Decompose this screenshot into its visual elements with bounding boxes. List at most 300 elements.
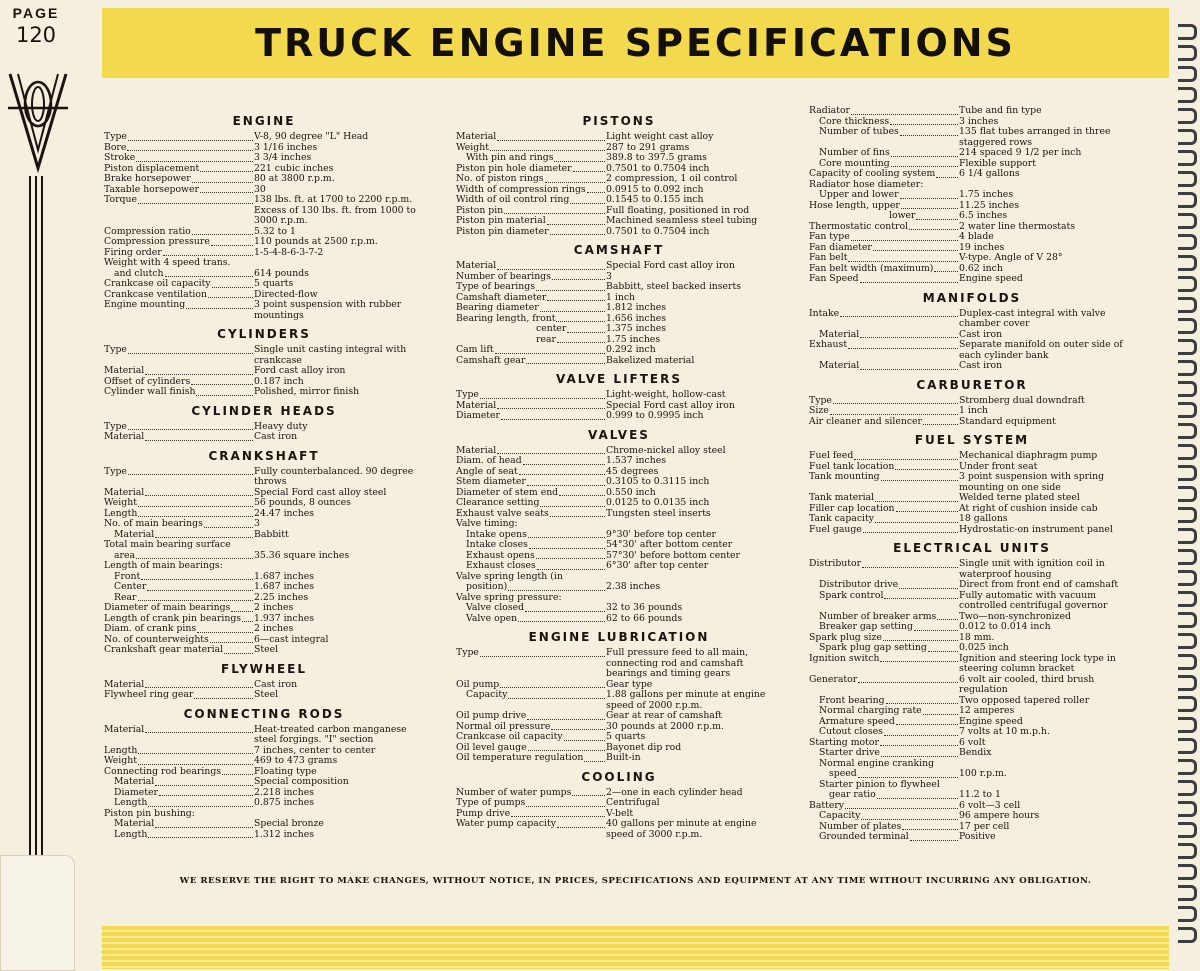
spec-label: Fuel feed xyxy=(809,450,854,461)
spec-section xyxy=(104,327,424,398)
spec-row xyxy=(104,624,424,635)
spec-label: Diameter of main bearings xyxy=(104,602,231,613)
dot-leader xyxy=(155,537,253,538)
spec-label: Tank mounting xyxy=(809,471,880,482)
spec-value: Full pressure feed to all main, connecting rod and camshaft bearings and timing gears xyxy=(606,647,749,679)
spec-value: 3 point suspension with rubber mountings xyxy=(254,299,402,321)
spec-value: Centrifugal xyxy=(606,797,660,808)
spec-label: Valve closed xyxy=(466,602,525,613)
spec-label: Diameter of stem end xyxy=(456,486,559,498)
spec-row xyxy=(809,127,1135,148)
dot-leader xyxy=(508,698,605,699)
binding-loop xyxy=(1178,780,1197,796)
spec-label: Offset of cylinders xyxy=(104,375,191,387)
dot-leader xyxy=(136,161,253,162)
dot-leader xyxy=(934,271,958,272)
dot-leader xyxy=(910,840,958,841)
dot-leader xyxy=(936,177,958,178)
spec-value: Heavy duty xyxy=(254,420,308,432)
section-heading: VALVES xyxy=(588,427,650,442)
spec-label: Camshaft gear xyxy=(456,354,526,366)
dot-leader xyxy=(858,682,958,683)
spec-label: Cutout closes xyxy=(819,726,883,737)
spec-row xyxy=(809,706,1135,717)
dot-leader xyxy=(127,150,253,151)
spec-section xyxy=(104,662,424,701)
dot-leader xyxy=(148,837,253,838)
spec-row xyxy=(809,514,1135,525)
title-banner xyxy=(102,8,1169,78)
spec-row xyxy=(456,216,782,227)
dot-leader xyxy=(159,795,253,796)
spec-row xyxy=(104,725,424,746)
binding-loop xyxy=(1178,192,1197,208)
spec-label: Length xyxy=(114,828,148,840)
spec-label: area xyxy=(114,549,136,561)
spec-label: With pin and rings xyxy=(466,152,554,163)
dot-leader xyxy=(497,408,605,409)
spec-value: 614 pounds xyxy=(254,267,309,279)
spec-label: Cam lift xyxy=(456,344,494,355)
spec-value: 11.2 to 1 xyxy=(959,789,1001,800)
dot-leader xyxy=(527,485,605,486)
dot-leader xyxy=(830,414,958,415)
dot-leader xyxy=(861,819,958,820)
spec-row xyxy=(104,132,424,143)
spec-value: 2 compression, 1 oil control xyxy=(606,173,738,184)
spec-row xyxy=(104,153,424,164)
spec-label: lower xyxy=(889,210,916,221)
spec-row xyxy=(809,727,1135,738)
spec-value: Light-weight, hollow-cast xyxy=(606,389,726,400)
spec-label: Normal oil pressure xyxy=(456,720,551,732)
spec-row xyxy=(104,258,424,269)
binding-loop xyxy=(1178,129,1197,145)
spec-row xyxy=(456,227,782,238)
spec-label: Type xyxy=(456,389,479,400)
spec-row xyxy=(104,279,424,290)
spec-row xyxy=(456,174,782,185)
spec-row xyxy=(104,498,424,509)
dot-leader xyxy=(540,506,605,507)
dot-leader xyxy=(511,816,605,817)
dot-leader xyxy=(860,337,958,338)
spec-value: 2 inches xyxy=(254,602,294,613)
dot-leader xyxy=(902,829,958,830)
spec-value: 0.3105 to 0.3115 inch xyxy=(606,476,710,487)
dot-leader xyxy=(200,192,253,193)
spec-label: Width of compression rings xyxy=(456,183,586,195)
spec-row xyxy=(456,390,782,401)
spec-row xyxy=(809,525,1135,536)
spec-value: 138 lbs. ft. at 1700 to 2200 r.p.m. Excess of 130 lbs. ft. from 1000 to 3000 r.p.m. xyxy=(254,194,416,226)
dot-leader xyxy=(208,297,253,298)
spec-label: Diameter xyxy=(114,786,158,798)
spec-label: Clearance setting xyxy=(456,497,540,508)
binding-loop xyxy=(1178,843,1197,859)
binding-loop xyxy=(1178,570,1197,586)
dot-leader xyxy=(567,332,605,333)
spec-label: Material xyxy=(456,131,497,142)
spec-value: 1.937 inches xyxy=(254,612,314,624)
spec-row xyxy=(809,406,1135,417)
spec-row xyxy=(456,345,782,356)
spec-row xyxy=(456,153,782,164)
spec-label: Radiator hose diameter: xyxy=(809,178,924,190)
spec-value: Bendix xyxy=(959,747,992,758)
binding-loop xyxy=(1178,108,1197,124)
dot-leader xyxy=(884,735,958,736)
spec-row xyxy=(809,417,1135,428)
dot-leader xyxy=(880,661,958,662)
bottom-banner xyxy=(102,926,1169,969)
spec-value: Floating type xyxy=(254,765,317,777)
dot-leader xyxy=(923,424,958,425)
spec-label: Intake xyxy=(809,307,840,319)
spec-label: Material xyxy=(819,328,860,340)
dot-leader xyxy=(833,403,958,404)
spec-row xyxy=(809,559,1135,580)
dot-leader xyxy=(519,474,605,475)
dot-leader xyxy=(141,579,253,580)
spec-row xyxy=(809,643,1135,654)
spec-value: 0.0125 to 0.0135 inch xyxy=(606,497,710,508)
spec-label: Fan belt width (maximum) xyxy=(809,262,934,274)
spec-row xyxy=(104,467,424,488)
spec-row xyxy=(456,477,782,488)
binding-loop xyxy=(1178,822,1197,838)
spec-row xyxy=(809,169,1135,180)
section-heading: CARBURETOR xyxy=(916,377,1028,392)
spec-row xyxy=(104,819,424,830)
spec-label: Fan Speed xyxy=(809,273,859,284)
spec-label: Fuel gauge xyxy=(809,523,862,535)
dot-leader xyxy=(138,753,253,754)
spec-value: 3 xyxy=(606,270,612,282)
spec-value: 2.218 inches xyxy=(254,786,314,798)
binding-loop xyxy=(1178,885,1197,901)
spec-value: Full floating, positioned in rod xyxy=(606,204,750,216)
spec-row xyxy=(104,603,424,614)
spec-row xyxy=(104,387,424,398)
dot-leader xyxy=(848,348,958,349)
spec-value: 62 to 66 pounds xyxy=(606,612,683,624)
dot-leader xyxy=(550,234,605,235)
spec-section xyxy=(104,404,424,443)
dot-leader xyxy=(564,740,605,741)
dot-leader xyxy=(523,464,605,465)
dot-leader xyxy=(145,732,253,733)
spec-label: Flywheel ring gear xyxy=(104,689,194,700)
dot-leader xyxy=(559,495,605,496)
spec-label: Number of plates xyxy=(819,820,902,832)
spec-value: Duplex-cast integral with valve chamber cover xyxy=(959,307,1106,329)
dot-leader xyxy=(504,213,605,214)
dot-leader xyxy=(528,750,605,751)
spec-row xyxy=(809,253,1135,264)
spec-label: Crankcase oil capacity xyxy=(456,731,563,742)
spec-value: 0.025 inch xyxy=(959,642,1009,653)
spec-label: Oil temperature regulation xyxy=(456,752,584,763)
dot-leader xyxy=(480,656,605,657)
spec-row xyxy=(809,622,1135,633)
spec-row xyxy=(456,261,782,272)
spec-value: 0.550 inch xyxy=(606,486,656,498)
spec-label: center xyxy=(536,323,567,334)
spec-value: 0.999 to 0.9995 inch xyxy=(606,410,704,421)
spec-value: Polished, mirror finish xyxy=(254,386,360,397)
spec-value: 0.62 inch xyxy=(959,262,1003,274)
dot-leader xyxy=(845,808,958,809)
dot-leader xyxy=(848,261,958,262)
dot-leader xyxy=(192,182,253,183)
spec-label: Filler cap location xyxy=(809,502,895,514)
spec-label: Core mounting xyxy=(819,157,890,169)
spec-value: Two—non-synchronized xyxy=(959,610,1071,622)
spec-row xyxy=(456,282,782,293)
dot-leader xyxy=(557,827,605,828)
spec-label: Air cleaner and silencer xyxy=(809,415,922,427)
spec-label: Capacity of cooling system xyxy=(809,168,936,179)
spec-row xyxy=(809,493,1135,504)
spec-section xyxy=(456,114,782,237)
spec-row xyxy=(809,472,1135,493)
spec-label: Material xyxy=(456,260,497,271)
spec-value: 2—one in each cylinder head xyxy=(606,786,743,798)
spec-label: Oil pump xyxy=(456,678,500,690)
spec-section xyxy=(809,106,1135,285)
spec-label: speed xyxy=(829,768,857,779)
spec-value: 1.312 inches xyxy=(254,828,314,840)
spec-label: Length of main bearings: xyxy=(104,560,223,571)
spec-row xyxy=(456,519,782,530)
spec-label: Intake closes xyxy=(466,539,528,550)
dot-leader xyxy=(928,651,958,652)
spec-value: 0.292 inch xyxy=(606,344,656,355)
dot-leader xyxy=(900,135,958,136)
dot-leader xyxy=(528,537,605,538)
spec-value: 0.0915 to 0.092 inch xyxy=(606,183,704,195)
spec-label: Breaker gap setting xyxy=(819,621,913,632)
spec-value: 287 to 291 grams xyxy=(606,141,690,153)
spec-value: Standard equipment xyxy=(959,415,1056,427)
spec-label: Type xyxy=(809,394,832,406)
binding-loop xyxy=(1178,759,1197,775)
dot-leader xyxy=(527,719,605,720)
spec-label: Center xyxy=(114,581,147,592)
binding-loop xyxy=(1178,24,1197,40)
binding-loop xyxy=(1178,171,1197,187)
spec-label: No. of counterweights xyxy=(104,633,209,645)
spec-value: 17 per cell xyxy=(959,820,1010,832)
spec-label: Normal engine cranking xyxy=(819,757,935,769)
spec-value: Single unit with ignition coil in waterproof housing xyxy=(959,558,1105,580)
spec-section xyxy=(809,291,1135,372)
spec-label: Type xyxy=(104,344,127,355)
spec-value: Engine speed xyxy=(959,715,1023,727)
dot-leader xyxy=(875,522,958,523)
spec-value: 1.687 inches xyxy=(254,570,314,582)
spec-value: 0.7501 to 0.7504 inch xyxy=(606,225,710,237)
dot-leader xyxy=(501,419,605,420)
spec-row xyxy=(809,769,1135,780)
spec-row xyxy=(456,603,782,614)
spec-label: Piston pin bushing: xyxy=(104,807,195,819)
spec-label: Fan type xyxy=(809,231,850,242)
spec-label: Upper and lower xyxy=(819,189,899,200)
spec-value: 45 degrees xyxy=(606,465,659,477)
spec-label: Fuel tank location xyxy=(809,460,895,472)
spec-row xyxy=(809,451,1135,462)
spec-label: Fan belt xyxy=(809,252,848,263)
dot-leader xyxy=(500,687,605,688)
spec-value: Positive xyxy=(959,831,996,842)
spec-value: 11.25 inches xyxy=(959,199,1019,211)
spec-section xyxy=(809,378,1135,428)
spec-value: 30 pounds at 2000 r.p.m. xyxy=(606,720,724,732)
binding-loop xyxy=(1178,213,1197,229)
dot-leader xyxy=(490,150,605,151)
spec-value: 6.5 inches xyxy=(959,210,1008,221)
dot-leader xyxy=(224,653,253,654)
spec-value: Babbitt, steel backed inserts xyxy=(606,281,742,292)
spec-value: Steel xyxy=(254,689,279,700)
spec-row xyxy=(456,498,782,509)
dot-leader xyxy=(145,374,253,375)
dot-leader xyxy=(880,745,958,746)
spec-label: Bearing diameter xyxy=(456,302,539,313)
spec-label: Exhaust opens xyxy=(466,549,535,561)
binding-loop xyxy=(1178,612,1197,628)
spec-row xyxy=(456,648,782,680)
spec-row xyxy=(809,790,1135,801)
spec-label: Exhaust xyxy=(809,339,848,350)
spec-label: Piston pin hole diameter xyxy=(456,162,572,174)
spec-value: 0.012 to 0.014 inch xyxy=(959,621,1051,632)
spec-value: 3 1/16 inches xyxy=(254,141,318,153)
spec-label: Diam. of head xyxy=(456,455,522,466)
spec-value: 1.812 inches xyxy=(606,302,666,313)
dot-leader xyxy=(222,774,253,775)
spec-value: V-belt xyxy=(606,807,634,819)
spec-row xyxy=(809,811,1135,822)
spec-value: Special composition xyxy=(254,776,349,787)
spec-value: 0.187 inch xyxy=(254,375,304,387)
spec-row xyxy=(104,582,424,593)
spec-value: 389.8 to 397.5 grams xyxy=(606,152,707,163)
spec-label: Starter pinion to flywheel xyxy=(819,778,940,790)
spec-value: Babbitt xyxy=(254,528,289,540)
dot-leader xyxy=(148,806,253,807)
spec-row xyxy=(809,106,1135,117)
spec-value: Fully counterbalanced. 90 degree throws xyxy=(254,465,414,487)
dot-leader xyxy=(860,282,958,283)
spec-value: 7 volts at 10 m.p.h. xyxy=(959,726,1050,737)
spec-label: Fan diameter xyxy=(809,241,872,253)
spec-label: Crankcase oil capacity xyxy=(104,278,211,289)
dot-leader xyxy=(862,567,958,568)
spec-row xyxy=(809,580,1135,591)
spec-value: 2 water line thermostats xyxy=(959,220,1076,232)
spec-label: Intake opens xyxy=(466,528,527,540)
spec-row xyxy=(456,540,782,551)
spec-value: 5.32 to 1 xyxy=(254,225,296,237)
binding-loop xyxy=(1178,318,1197,334)
spec-value: 110 pounds at 2500 r.p.m. xyxy=(254,236,378,247)
spec-label: Compression pressure xyxy=(104,236,210,247)
dot-leader xyxy=(901,208,958,209)
binding-loop xyxy=(1178,864,1197,880)
spec-label: Exhaust valve seats xyxy=(456,507,549,519)
spec-section xyxy=(456,243,782,366)
spec-value: 0.7501 to 0.7504 inch xyxy=(606,162,710,174)
spec-value: 1.687 inches xyxy=(254,581,314,592)
spec-value: Hydrostatic-on instrument panel xyxy=(959,523,1113,535)
spec-value: 3 3/4 inches xyxy=(254,152,312,163)
dot-leader xyxy=(895,469,958,470)
dot-leader xyxy=(914,630,958,631)
dot-leader xyxy=(547,224,605,225)
spec-label: Type xyxy=(104,420,127,432)
section-heading: MANIFOLDS xyxy=(922,290,1022,305)
spec-value: 100 r.p.m. xyxy=(959,768,1007,779)
binding-loop xyxy=(1178,402,1197,418)
spec-label: Total main bearing surface xyxy=(104,539,231,550)
spec-value: Special Ford cast alloy steel xyxy=(254,486,387,498)
dot-leader xyxy=(211,245,253,246)
dot-leader xyxy=(210,642,253,643)
dot-leader xyxy=(155,827,253,828)
spec-row xyxy=(809,274,1135,285)
spec-row xyxy=(809,211,1135,222)
spec-value: 1.375 inches xyxy=(606,323,666,334)
spec-label: Crankshaft gear material xyxy=(104,644,224,655)
spec-value: 4 blade xyxy=(959,231,994,242)
spec-value: Special Ford cast alloy iron xyxy=(606,399,735,411)
section-heading: CYLINDERS xyxy=(217,327,311,341)
spec-value: 135 flat tubes arranged in three staggered rows xyxy=(959,126,1111,148)
spec-value: Under front seat xyxy=(959,460,1038,472)
binding-loop xyxy=(1178,696,1197,712)
dot-leader xyxy=(854,459,958,460)
spec-value: Cast iron xyxy=(959,328,1003,340)
dot-leader xyxy=(138,764,253,765)
spec-row xyxy=(104,345,424,366)
spec-label: Material xyxy=(104,431,145,442)
dot-leader xyxy=(163,255,253,256)
dot-leader xyxy=(551,729,605,730)
spec-section xyxy=(456,770,782,841)
spec-label: Cylinder wall finish xyxy=(104,386,196,397)
dot-leader xyxy=(909,229,958,230)
spec-value: 1-5-4-8-6-3-7-2 xyxy=(254,246,324,258)
spec-row xyxy=(456,582,782,593)
spec-label: Diam. of crank pins xyxy=(104,623,197,634)
spec-value: 3 xyxy=(254,518,260,529)
dot-leader xyxy=(900,198,958,199)
dot-leader xyxy=(899,588,958,589)
spec-label: Type of pumps xyxy=(456,797,526,808)
dot-leader xyxy=(196,395,253,396)
spec-label: and clutch xyxy=(114,267,164,279)
spec-row xyxy=(104,777,424,788)
spec-label: Valve spring pressure: xyxy=(456,591,562,603)
binding-loop xyxy=(1178,45,1197,61)
dot-leader xyxy=(212,287,253,288)
spec-label: Type xyxy=(456,647,479,658)
spec-row xyxy=(104,561,424,572)
spec-value: 6 volt—3 cell xyxy=(959,799,1021,811)
